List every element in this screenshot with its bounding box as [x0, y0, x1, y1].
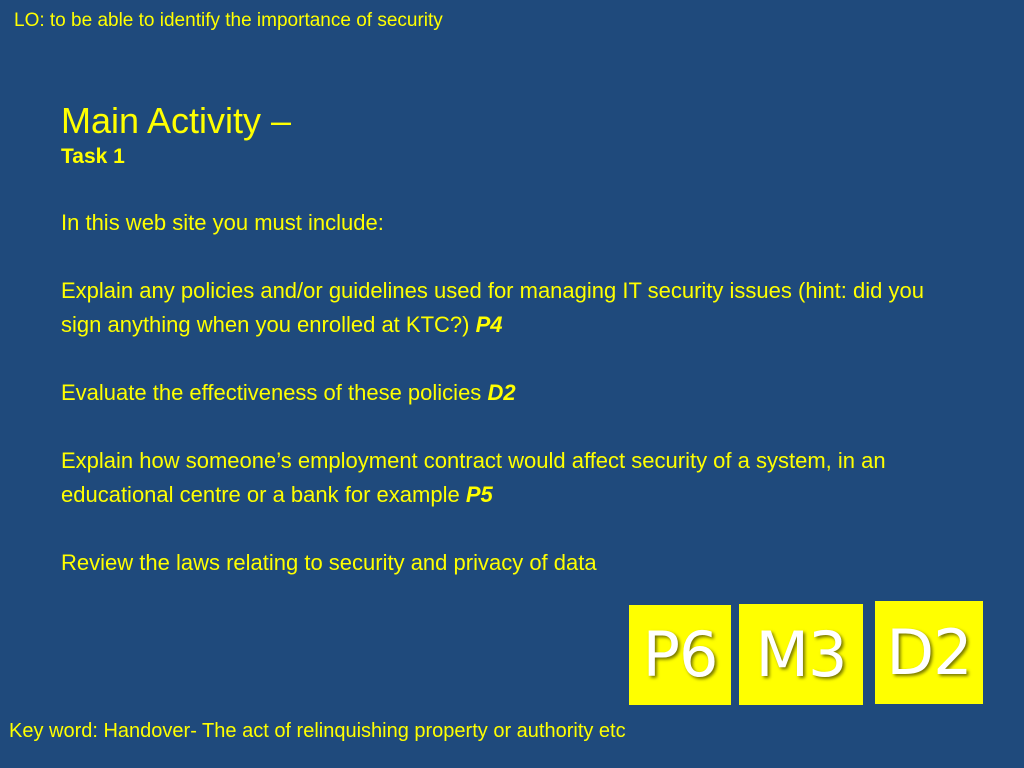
item-contract-mark: P5 — [465, 482, 493, 507]
badge-p6: P6 — [629, 605, 731, 705]
main-activity — [61, 100, 961, 580]
item-evaluate — [61, 376, 961, 410]
lo-text: LO: to be able to identify the importance of security — [14, 10, 443, 31]
task-label: Task 1 — [61, 145, 125, 168]
activity-title: Main Activity – — [61, 100, 292, 141]
badge-m3: M3 — [739, 604, 863, 705]
intro-text: In this web site you must include: — [61, 210, 384, 235]
item-laws-text: Review the laws relating to security and privacy of data — [61, 550, 597, 575]
item-laws — [61, 546, 961, 580]
item-contract-text: Explain how someone’s employment contract would affect security of a system, in an educational centre or a bank for example — [61, 448, 886, 507]
item-policies — [61, 274, 961, 342]
badge-d2: D2 — [875, 601, 983, 704]
item-evaluate-mark: D2 — [487, 380, 516, 405]
item-policies-mark: P4 — [475, 312, 503, 337]
item-contract — [61, 444, 891, 512]
item-policies-text: Explain any policies and/or guidelines used for managing IT security issues (hint: did you sign anything when you enrolled at KTC?) — [61, 278, 924, 337]
item-evaluate-text: Evaluate the effectiveness of these policies — [61, 380, 482, 405]
keyword-text: Key word: Handover- The act of relinquishing property or authority etc — [9, 720, 626, 742]
